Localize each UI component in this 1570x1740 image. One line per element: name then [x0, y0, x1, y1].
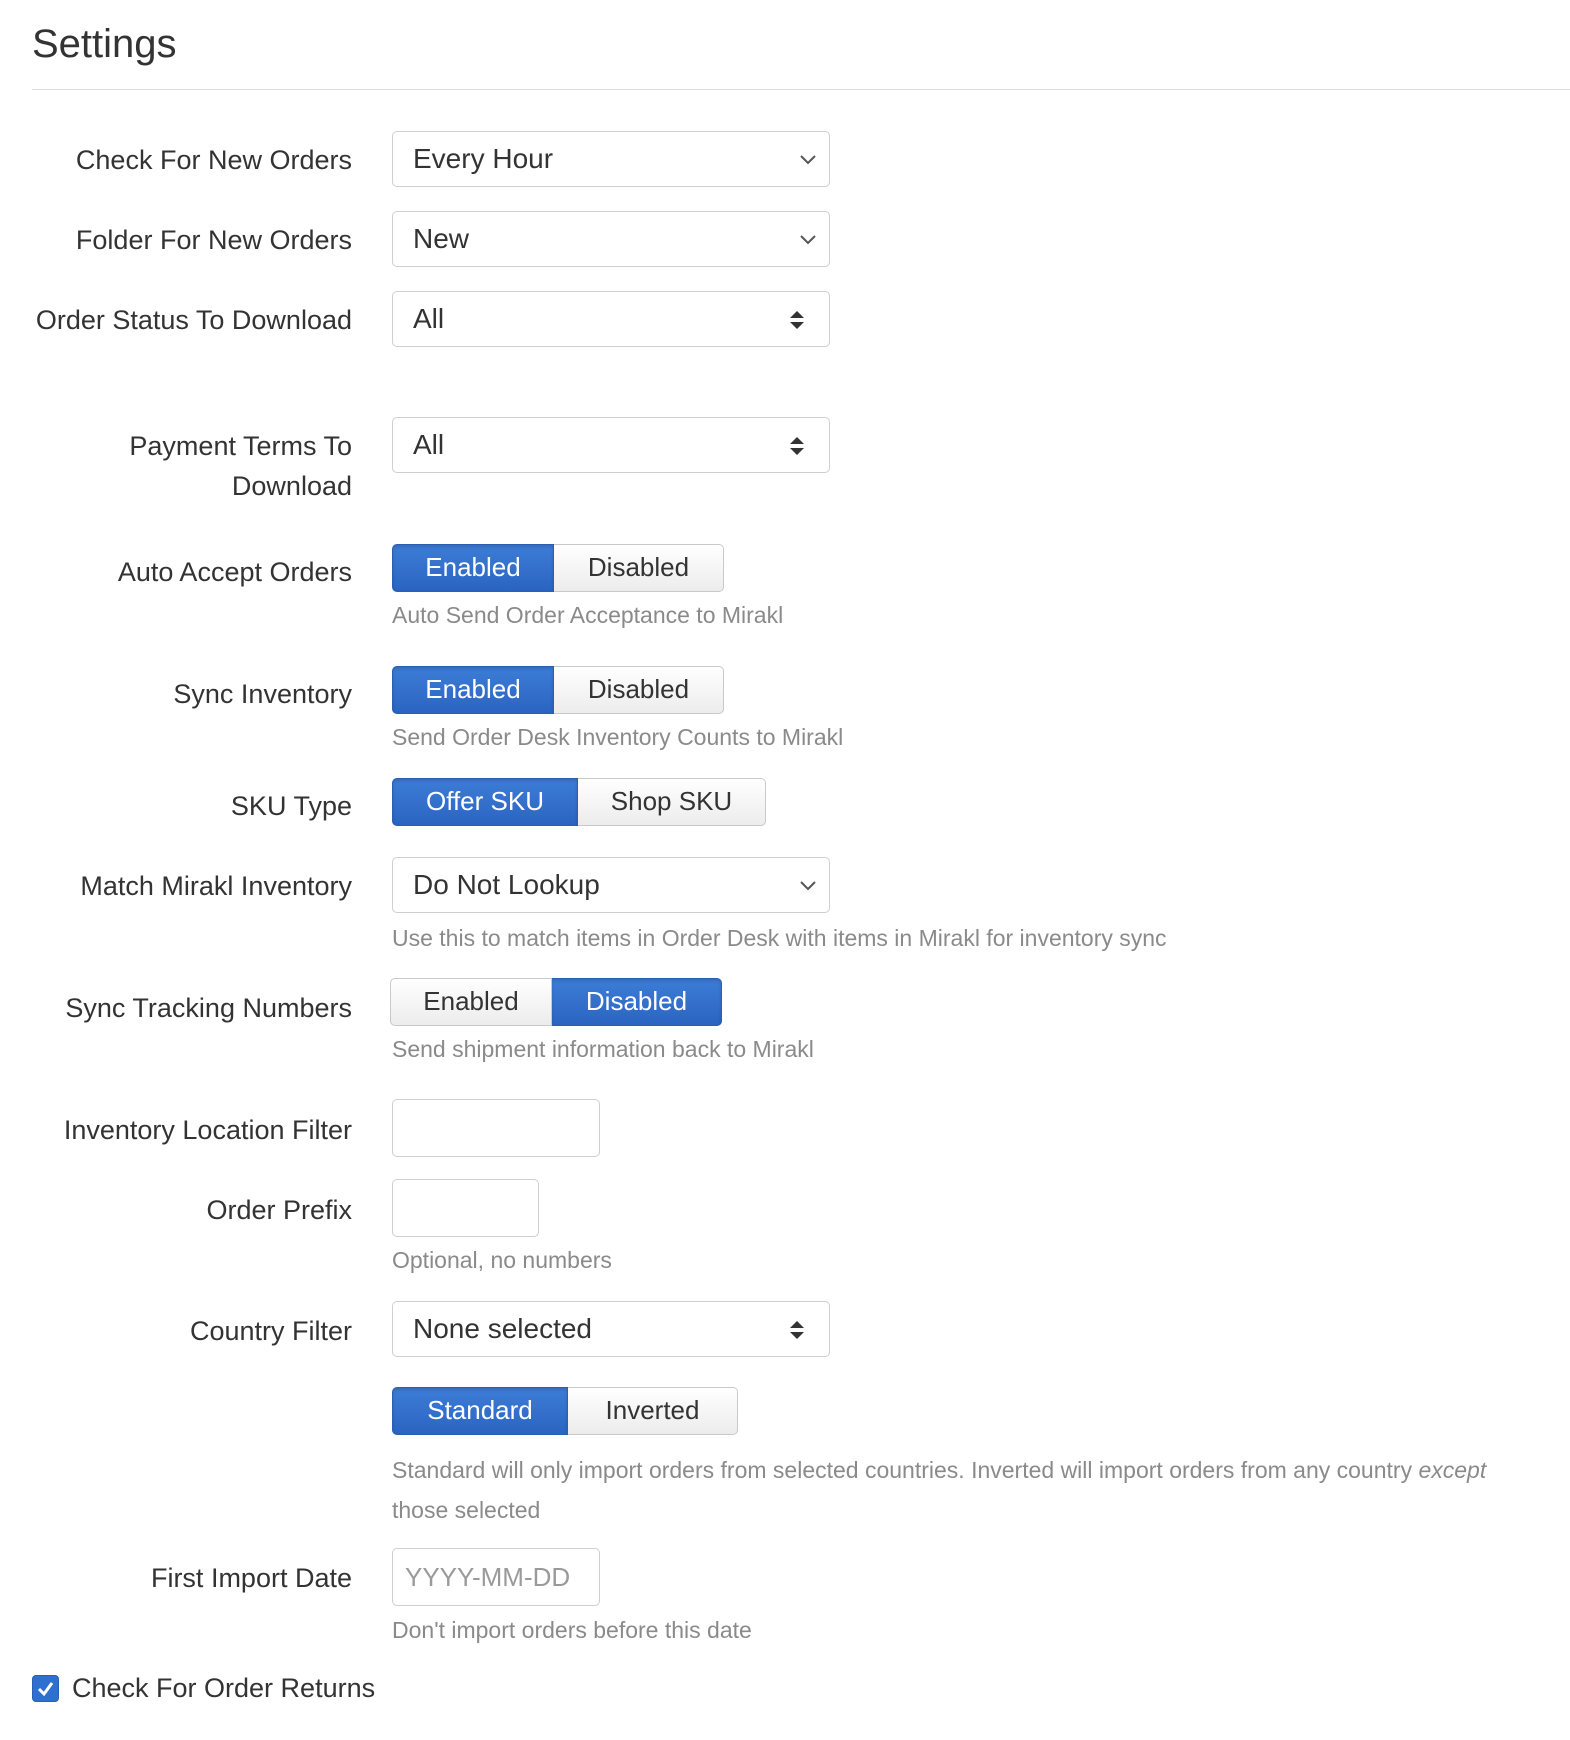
sort-updown-icon — [789, 1320, 805, 1340]
order-status-value: All — [413, 303, 445, 334]
offer-sku-button[interactable]: Offer SKU — [392, 778, 578, 826]
country-filter-mode-toggle[interactable] — [392, 1387, 738, 1435]
auto-accept-label: Auto Accept Orders — [117, 557, 352, 587]
shop-sku-button[interactable]: Shop SKU — [578, 778, 766, 826]
sync-tracking-help: Send shipment information back to Mirakl — [392, 1036, 814, 1062]
country-filter-help-part2: those selected — [392, 1497, 541, 1523]
sync-inventory-help: Send Order Desk Inventory Counts to Mirakl — [392, 724, 844, 750]
auto-accept-help: Auto Send Order Acceptance to Mirakl — [392, 602, 784, 628]
first-import-date-label: First Import Date — [150, 1563, 352, 1593]
payment-terms-select[interactable] — [392, 417, 830, 473]
sync-tracking-label: Sync Tracking Numbers — [65, 993, 352, 1023]
chevron-down-icon — [797, 874, 819, 896]
title-divider — [32, 89, 1570, 90]
order-prefix-help: Optional, no numbers — [392, 1247, 612, 1273]
country-filter-help — [392, 1450, 1542, 1530]
check-returns-checkbox[interactable] — [32, 1675, 59, 1702]
auto-accept-enabled-button[interactable]: Enabled — [392, 544, 554, 592]
sort-updown-icon — [789, 310, 805, 330]
sync-inventory-enabled-button[interactable]: Enabled — [392, 666, 554, 714]
inverted-mode-button[interactable]: Inverted — [568, 1387, 738, 1435]
folder-new-orders-label: Folder For New Orders — [75, 225, 352, 255]
check-new-orders-select[interactable] — [392, 131, 830, 187]
order-status-select[interactable] — [392, 291, 830, 347]
page-title: Settings — [32, 22, 177, 66]
sku-type-label: SKU Type — [230, 791, 352, 821]
match-inventory-select[interactable] — [392, 857, 830, 913]
order-prefix-label: Order Prefix — [206, 1195, 352, 1225]
match-inventory-help: Use this to match items in Order Desk with items in Mirakl for inventory sync — [392, 925, 1167, 951]
first-import-date-input[interactable] — [392, 1548, 600, 1606]
chevron-down-icon — [797, 228, 819, 250]
checkmark-icon — [36, 1679, 55, 1698]
payment-terms-label: Payment Terms To Download — [129, 431, 352, 501]
check-new-orders-label: Check For New Orders — [75, 145, 352, 175]
folder-new-orders-select[interactable] — [392, 211, 830, 267]
check-new-orders-value: Every Hour — [413, 143, 554, 174]
folder-new-orders-value: New — [413, 223, 470, 254]
match-inventory-label: Match Mirakl Inventory — [80, 871, 352, 901]
auto-accept-toggle[interactable] — [392, 544, 724, 592]
order-prefix-input[interactable] — [392, 1179, 539, 1237]
sync-tracking-enabled-button[interactable]: Enabled — [390, 978, 552, 1026]
sync-tracking-disabled-button[interactable]: Disabled — [552, 978, 722, 1026]
check-returns-label: Check For Order Returns — [72, 1673, 376, 1703]
first-import-date-help: Don't import orders before this date — [392, 1617, 752, 1643]
match-inventory-value: Do Not Lookup — [413, 869, 600, 900]
country-filter-label: Country Filter — [189, 1316, 352, 1346]
inventory-location-label: Inventory Location Filter — [63, 1115, 352, 1145]
chevron-down-icon — [797, 148, 819, 170]
country-filter-select[interactable] — [392, 1301, 830, 1357]
sku-type-toggle[interactable] — [392, 778, 766, 826]
country-filter-value: None selected — [413, 1313, 593, 1344]
sync-inventory-toggle[interactable] — [392, 666, 724, 714]
sync-inventory-label: Sync Inventory — [173, 679, 352, 709]
inventory-location-input[interactable] — [392, 1099, 600, 1157]
sync-tracking-toggle[interactable] — [390, 978, 722, 1026]
country-filter-help-emphasis: except — [1418, 1457, 1487, 1483]
sync-inventory-disabled-button[interactable]: Disabled — [554, 666, 724, 714]
sort-updown-icon — [789, 436, 805, 456]
country-filter-help-part1: Standard will only import orders from selected countries. Inverted will import orders from any country — [392, 1457, 1419, 1483]
order-status-label: Order Status To Download — [35, 305, 352, 335]
auto-accept-disabled-button[interactable]: Disabled — [554, 544, 724, 592]
payment-terms-value: All — [413, 429, 445, 460]
standard-mode-button[interactable]: Standard — [392, 1387, 568, 1435]
